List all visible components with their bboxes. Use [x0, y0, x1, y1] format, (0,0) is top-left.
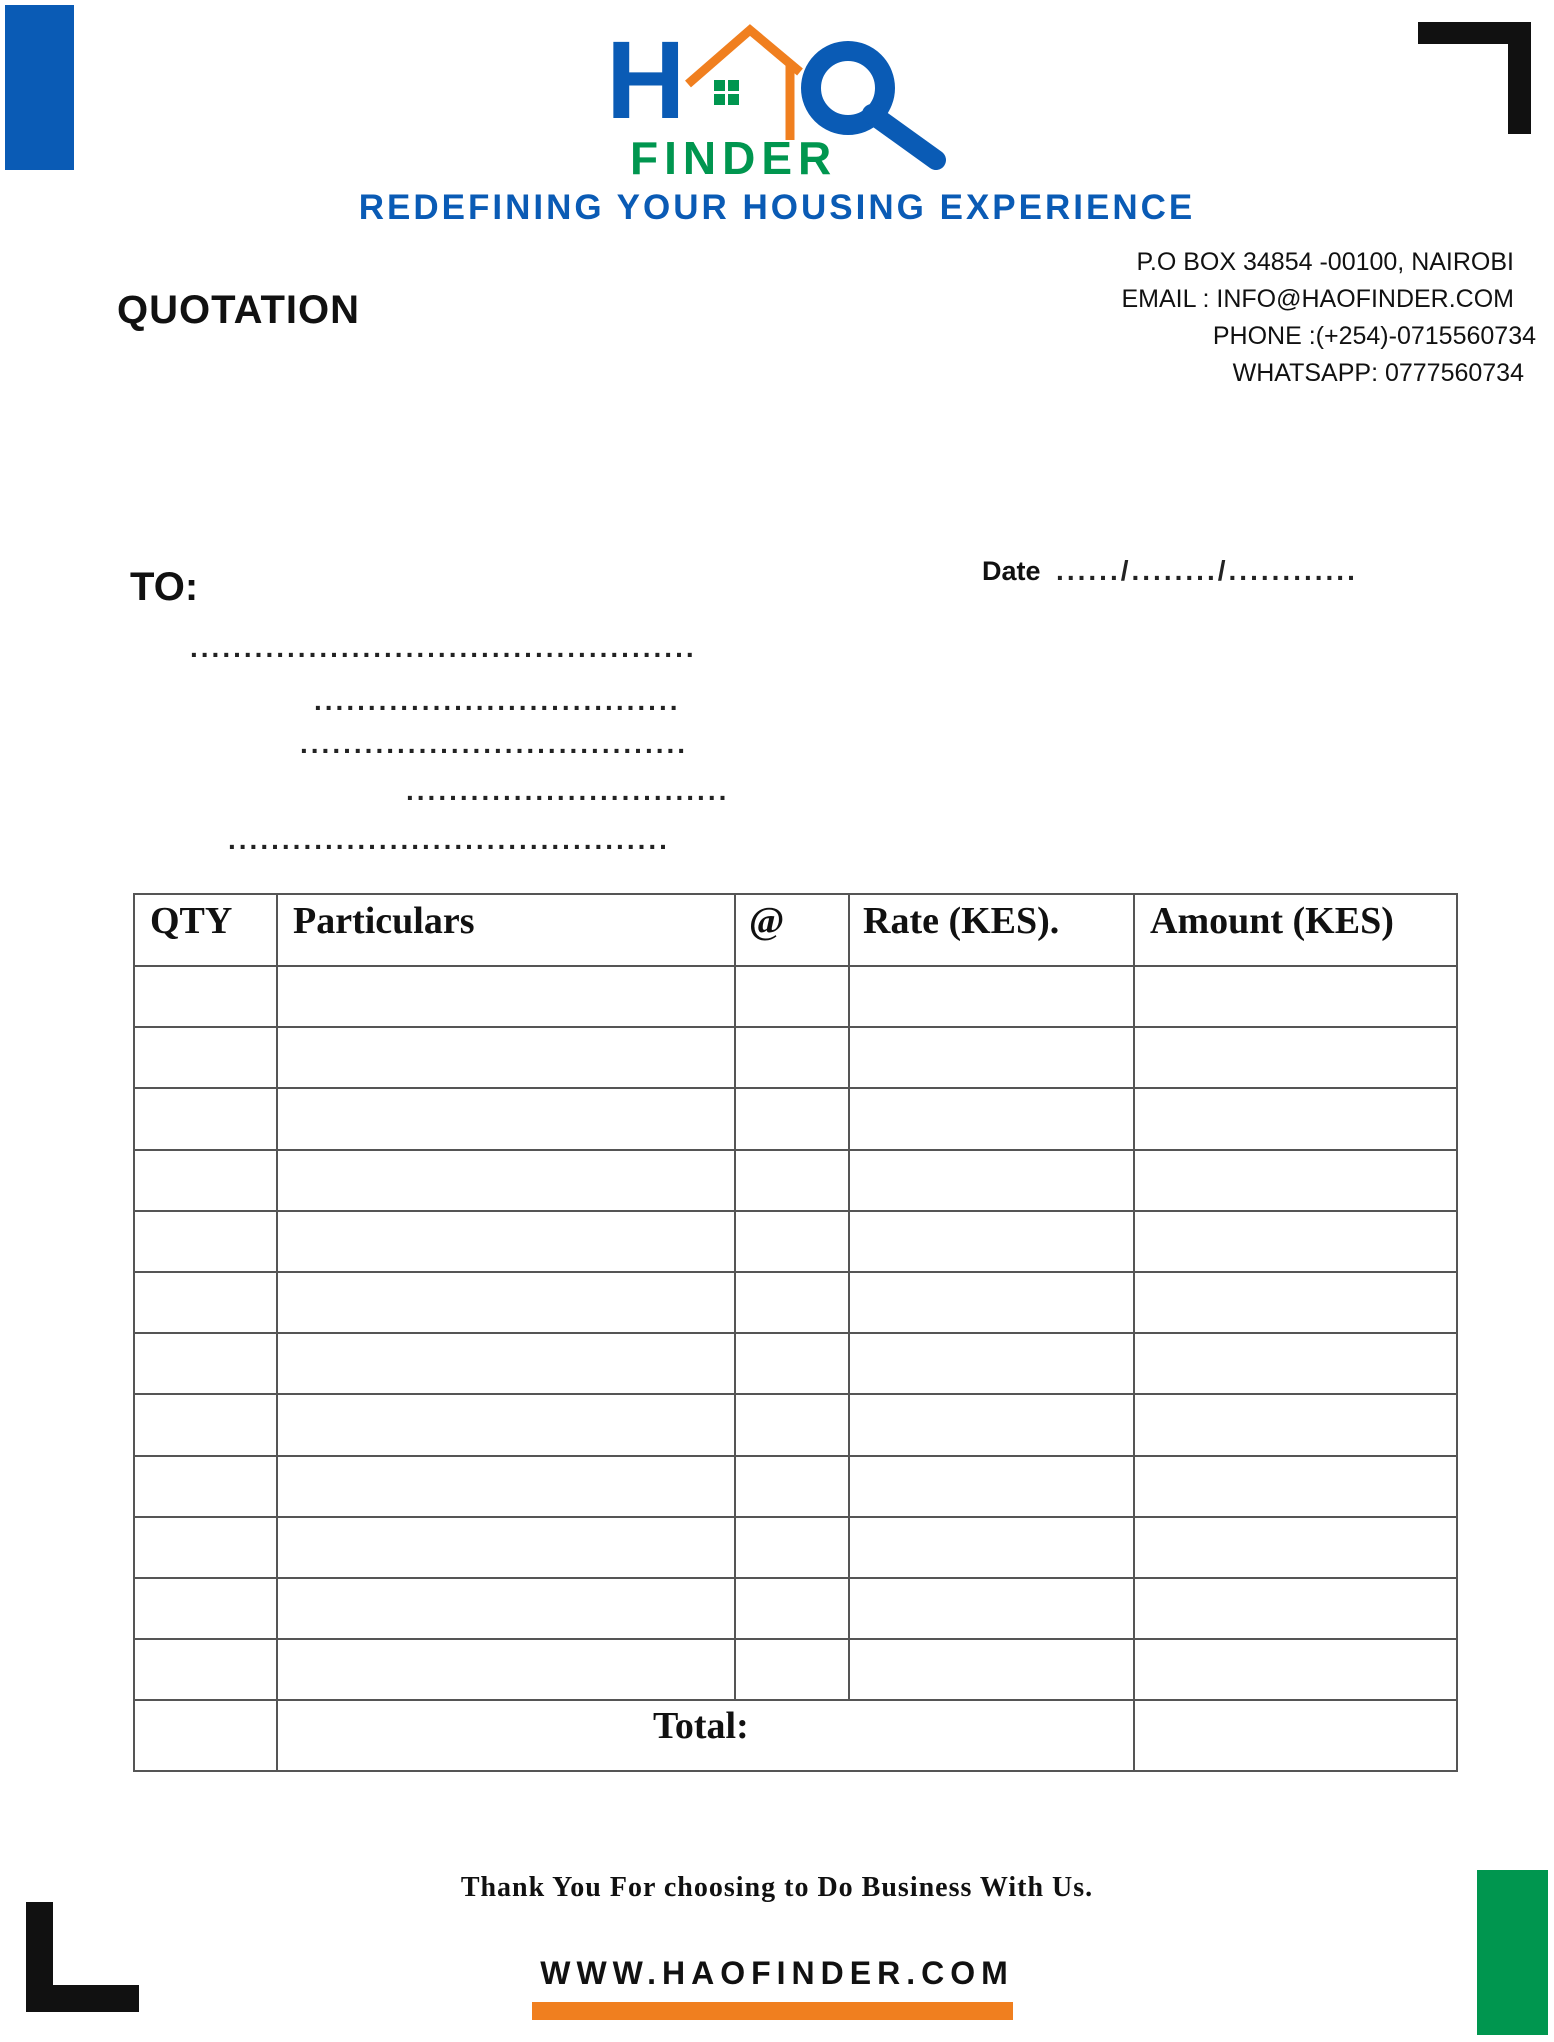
header-rate: Rate (KES). [863, 900, 1060, 942]
table-cell[interactable] [135, 1579, 274, 1636]
email-address: EMAIL : INFO@HAOFINDER.COM [1121, 285, 1514, 313]
table-cell[interactable] [850, 967, 1131, 1024]
table-cell[interactable] [736, 967, 846, 1024]
table-cell[interactable] [736, 1579, 846, 1636]
table-cell[interactable] [1135, 1212, 1456, 1269]
tagline: REDEFINING YOUR HOUSING EXPERIENCE [358, 188, 1196, 227]
table-cell[interactable] [850, 1579, 1131, 1636]
table-cell[interactable] [278, 1579, 732, 1636]
table-cell[interactable] [736, 1212, 846, 1269]
table-cell[interactable] [736, 1273, 846, 1330]
table-cell[interactable] [850, 1151, 1131, 1208]
table-cell[interactable] [1135, 1457, 1456, 1514]
blue-corner-bar [5, 5, 74, 170]
table-cell[interactable] [850, 1395, 1131, 1452]
table-cell[interactable] [736, 1640, 846, 1697]
table-top-border [133, 893, 1458, 895]
date-placeholder: ....../......../............ [1056, 555, 1358, 586]
table-cell[interactable] [736, 1457, 846, 1514]
table-cell[interactable] [278, 1273, 732, 1330]
header-at: @ [749, 900, 785, 942]
table-cell[interactable] [135, 1028, 274, 1085]
table-cell[interactable] [850, 1273, 1131, 1330]
table-cell[interactable] [1135, 1579, 1456, 1636]
table-cell[interactable] [850, 1089, 1131, 1146]
recipient-line-3[interactable]: .................................... [300, 728, 689, 759]
table-cell[interactable] [850, 1640, 1131, 1697]
table-cell[interactable] [278, 1212, 732, 1269]
table-cell[interactable] [135, 1151, 274, 1208]
table-cell[interactable] [278, 1089, 732, 1146]
table-cell[interactable] [278, 1640, 732, 1697]
table-cell[interactable] [736, 1395, 846, 1452]
table-cell[interactable] [135, 1334, 274, 1391]
logo-word-finder: FINDER [630, 132, 838, 182]
table-cell[interactable] [278, 1151, 732, 1208]
table-cell[interactable] [135, 1273, 274, 1330]
table-cell[interactable] [1135, 1640, 1456, 1697]
column-border-right [1456, 893, 1458, 1772]
quotation-table [133, 893, 1458, 1770]
table-cell[interactable] [1135, 1151, 1456, 1208]
website-url[interactable]: WWW.HAOFINDER.COM [540, 1955, 1014, 1991]
recipient-line-5[interactable]: ......................................... [228, 824, 670, 855]
table-cell[interactable] [278, 967, 732, 1024]
po-box-address: P.O BOX 34854 -00100, NAIROBI [1136, 248, 1514, 276]
recipient-line-2[interactable]: .................................. [314, 685, 681, 716]
table-cell[interactable] [135, 1212, 274, 1269]
thank-you-message: Thank You For choosing to Do Business With Us. [460, 1872, 1094, 1903]
table-bottom-border [133, 1770, 1458, 1772]
to-label: TO: [130, 565, 199, 609]
orange-footer-bar [532, 2002, 1013, 2020]
recipient-line-1[interactable]: ............................................... [190, 632, 697, 663]
table-cell[interactable] [1135, 1334, 1456, 1391]
header-qty: QTY [150, 900, 233, 942]
table-cell[interactable] [135, 1089, 274, 1146]
table-cell[interactable] [278, 1395, 732, 1452]
phone-number: PHONE :(+254)-0715560734 [1212, 322, 1536, 350]
table-cell[interactable] [850, 1212, 1131, 1269]
table-cell[interactable] [736, 1518, 846, 1575]
date-label: Date [982, 556, 1041, 586]
table-cell[interactable] [850, 1457, 1131, 1514]
table-cell[interactable] [1135, 1395, 1456, 1452]
recipient-line-4[interactable]: .............................. [406, 775, 730, 806]
whatsapp-number: WHATSAPP: 0777560734 [1232, 359, 1524, 387]
house-icon [688, 30, 800, 140]
header-amount: Amount (KES) [1150, 900, 1394, 942]
table-cell[interactable] [135, 1395, 274, 1452]
table-cell[interactable] [135, 967, 274, 1024]
top-right-corner-mark-vertical [1508, 22, 1531, 134]
table-cell[interactable] [135, 1640, 274, 1697]
table-cell[interactable] [278, 1334, 732, 1391]
total-label: Total: [653, 1705, 749, 1747]
table-cell[interactable] [278, 1457, 732, 1514]
table-cell[interactable] [1135, 1028, 1456, 1085]
table-cell[interactable] [850, 1028, 1131, 1085]
table-cell[interactable] [278, 1518, 732, 1575]
table-cell[interactable] [736, 1151, 846, 1208]
table-cell[interactable] [850, 1334, 1131, 1391]
table-cell[interactable] [135, 1518, 274, 1575]
date-field[interactable] [982, 555, 1358, 587]
table-cell[interactable] [278, 1028, 732, 1085]
table-cell[interactable] [135, 1457, 274, 1514]
table-cell[interactable] [1135, 1089, 1456, 1146]
logo-letter-h: H [606, 22, 686, 142]
header-particulars: Particulars [293, 900, 475, 942]
table-cell[interactable] [1135, 967, 1456, 1024]
row-divider [133, 1699, 1458, 1701]
table-cell[interactable] [1135, 1518, 1456, 1575]
table-cell[interactable] [1135, 1273, 1456, 1330]
document-title: QUOTATION [117, 288, 361, 332]
table-cell[interactable] [736, 1334, 846, 1391]
table-cell[interactable] [850, 1518, 1131, 1575]
table-cell[interactable] [736, 1028, 846, 1085]
table-cell[interactable] [736, 1089, 846, 1146]
hao-finder-logo [600, 22, 960, 182]
